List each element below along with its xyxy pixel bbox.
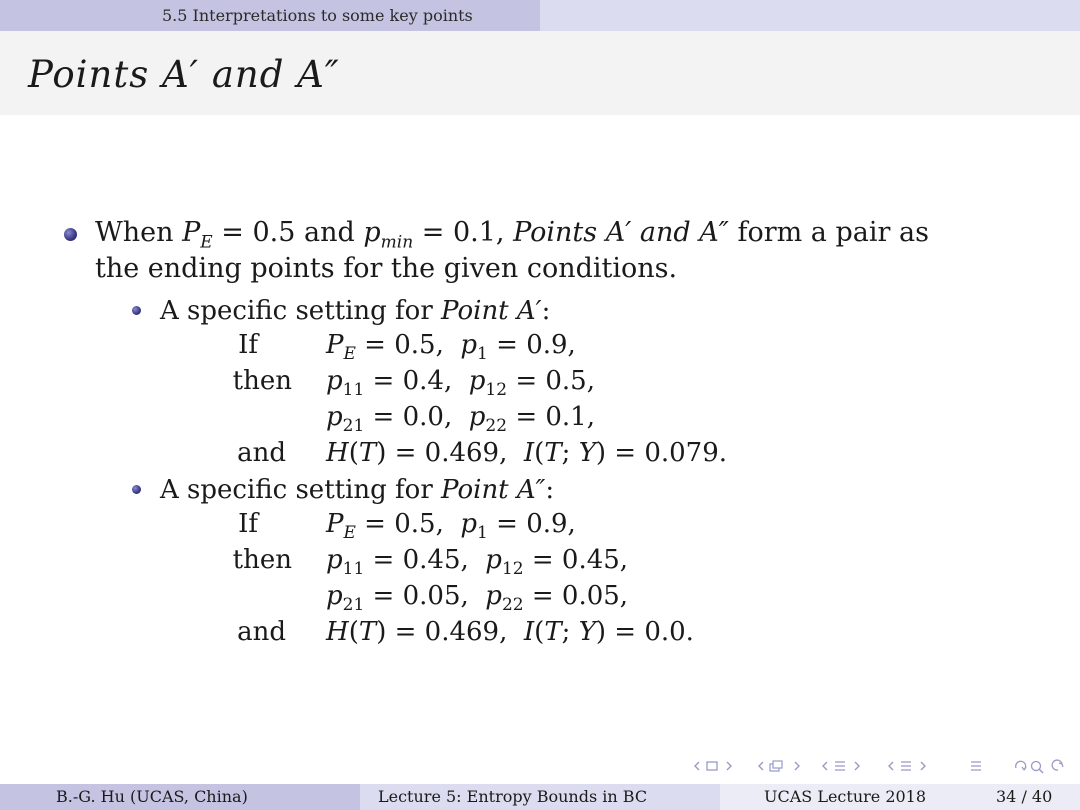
subsection-icon[interactable] [768,759,788,773]
item-2-kw-then: then [232,545,292,575]
item-1-eq-2: $p_{11} = 0.4$, $p_{12} = 0.5$, [326,366,595,401]
intro-line-1: When $P_E = 0.5$ and $p_{min} = 0.1$, Points A′ and A″ form a pair as [95,217,929,253]
doc-icon[interactable] [898,759,914,773]
item-1-kw-if: If [238,330,258,360]
footer-bar [0,784,1080,810]
item-1-kw-then: then [232,366,292,396]
footer-lecture: Lecture 5: Entropy Bounds in BC [378,787,648,806]
doc-next-icon[interactable] [918,759,928,773]
item-2-eq-3: $p_{21} = 0.05$, $p_{22} = 0.05$, [326,581,629,616]
bullet-icon [132,306,141,315]
doc-prev-icon[interactable] [886,759,896,773]
item-1-kw-and: and [237,438,286,468]
frame-next-icon[interactable] [724,759,734,773]
footer-event: UCAS Lecture 2018 [764,787,927,806]
intro-line-2: the ending points for the given conditions. [95,253,678,284]
item-2-eq-2: $p_{11} = 0.45$, $p_{12} = 0.45$, [326,545,629,580]
bullet-icon [132,485,141,494]
item-2-kw-if: If [238,509,258,539]
item-1-eq-4: H(T) = 0.469, I(T; Y) = 0.079. [326,438,728,468]
subsection-next-icon[interactable] [792,759,802,773]
item-2-eq-1: $P_E = 0.5$, $p_1 = 0.9$, [326,509,576,544]
section-header[interactable]: 5.5 Interpretations to some key points [0,0,540,31]
footer-author-box [0,784,360,810]
footer-author: B.-G. Hu (UCAS, China) [56,787,248,806]
subsection-prev-icon[interactable] [756,759,766,773]
search-icon[interactable] [1012,759,1066,775]
navigation-symbols [692,759,1074,779]
item-2-heading: A specific setting for Point A″: [160,475,555,505]
frame-icon[interactable] [704,759,720,773]
frame-title: Points A′ and A″ [28,53,340,96]
item-1-heading: A specific setting for Point A′: [160,296,551,326]
footer-event-box [720,784,1080,810]
item-1-eq-1: $P_E = 0.5$, $p_1 = 0.9$, [326,330,576,365]
item-1-eq-3: $p_{21} = 0.0$, $p_{22} = 0.1$, [326,402,595,437]
bullet-icon [64,228,77,241]
section-prev-icon[interactable] [820,759,830,773]
frame-prev-icon[interactable] [692,759,702,773]
footer-page-number: 34 / 40 [996,787,1053,806]
section-next-icon[interactable] [852,759,862,773]
item-2-eq-4: H(T) = 0.469, I(T; Y) = 0.0. [326,617,694,647]
footer-lecture-box [360,784,720,810]
item-2-kw-and: and [237,617,286,647]
outline-icon[interactable] [968,759,984,773]
section-icon[interactable] [832,759,848,773]
